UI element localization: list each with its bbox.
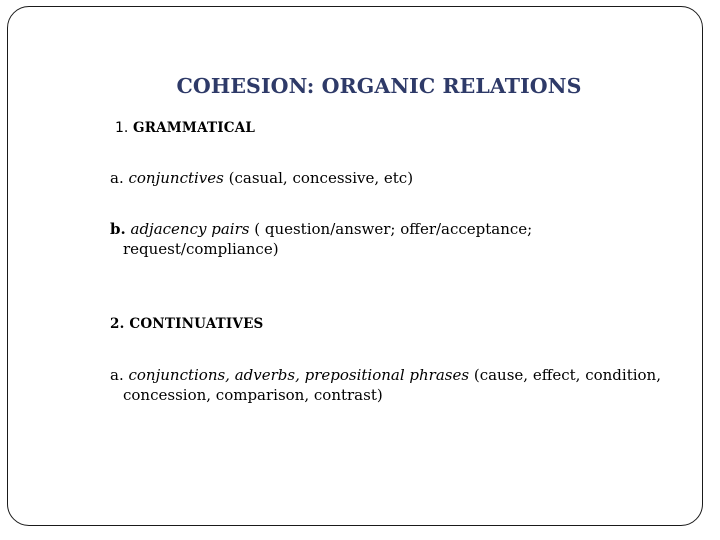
section-heading-continuatives: 2. CONTINUATIVES	[110, 316, 264, 332]
item-term: conjunctions, adverbs, prepositional phrases	[128, 366, 470, 384]
list-item-conjunctions-continuation: concession, comparison, contrast)	[123, 386, 383, 404]
list-item-conjunctives	[110, 168, 413, 188]
list-item-conjunctions	[110, 365, 661, 385]
item-letter: b.	[110, 220, 126, 238]
item-letter: a.	[110, 169, 124, 187]
list-item-adjacency-pairs	[110, 219, 532, 239]
item-term: conjunctives	[128, 169, 224, 187]
section-heading-text: GRAMMATICAL	[132, 120, 256, 136]
item-detail: ( question/answer; offer/acceptance;	[254, 220, 533, 238]
list-item-adjacency-pairs-continuation: request/compliance)	[123, 240, 279, 258]
item-letter: a.	[110, 366, 124, 384]
section-heading-grammatical	[115, 118, 255, 138]
item-detail: (cause, effect, condition,	[473, 366, 661, 384]
item-term: adjacency pairs	[130, 220, 250, 238]
slide-title: COHESION: ORGANIC RELATIONS	[176, 74, 582, 98]
item-detail: (casual, concessive, etc)	[228, 169, 414, 187]
section-number: 1.	[115, 120, 129, 136]
